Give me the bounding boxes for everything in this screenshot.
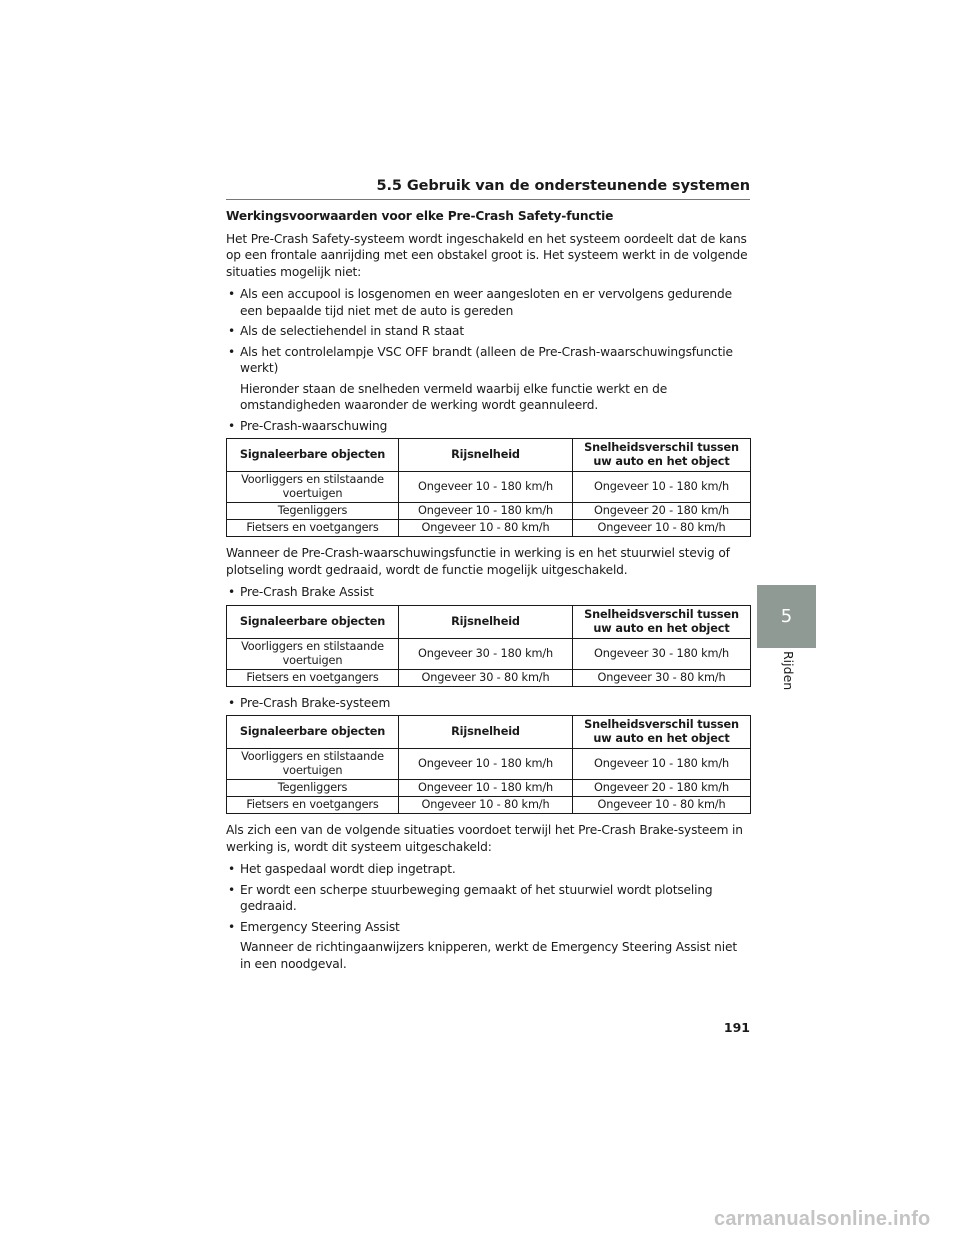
- list-item: [226, 695, 750, 712]
- cancel-condition-text: Er wordt een scherpe stuurbeweging gemaakt of het stuurwiel wordt plotseling gedraaid.: [240, 882, 713, 913]
- table-row: [227, 669, 751, 686]
- table-cell: Tegenliggers: [227, 503, 399, 520]
- table-cell: Fietsers en voetgangers: [227, 797, 399, 814]
- list-item: [226, 418, 750, 435]
- warning-table: [226, 438, 751, 537]
- table-cell: Ongeveer 20 - 180 km/h: [573, 503, 751, 520]
- section-heading: Werkingsvoorwaarden voor elke Pre-Crash Safety-functie: [226, 209, 614, 223]
- section-header: 5.5 Gebruik van de ondersteunende systemen: [376, 178, 750, 194]
- table-cell: Ongeveer 10 - 180 km/h: [399, 503, 573, 520]
- bullet: •: [228, 919, 236, 934]
- table-cell: Ongeveer 30 - 180 km/h: [573, 638, 751, 669]
- condition-text: Als het controlelampje VSC OFF brandt (alleen de Pre-Crash-waarschuwingsfunctie werkt): [240, 344, 733, 375]
- list-item: [226, 344, 750, 414]
- table-cell: Ongeveer 10 - 180 km/h: [399, 472, 573, 503]
- column-header: Snelheidsverschil tussen uw auto en het object: [573, 605, 751, 638]
- page-number: 191: [723, 1020, 750, 1035]
- column-header: Snelheidsverschil tussen uw auto en het object: [573, 439, 751, 472]
- conditions-note: Hieronder staan de snelheden vermeld waarbij elke functie werkt en de omstandigheden waaronder de werking wordt geannuleerd.: [240, 381, 668, 412]
- table-row: [227, 780, 751, 797]
- table-row: [227, 749, 751, 780]
- bullet: •: [228, 862, 236, 876]
- bullet: •: [228, 287, 236, 301]
- column-header: Rijsnelheid: [399, 716, 573, 749]
- column-header: Rijsnelheid: [399, 439, 573, 472]
- table-header-row: [227, 439, 751, 472]
- function-label: Pre-Crash Brake Assist: [240, 585, 374, 599]
- chapter-label: Rijden: [781, 651, 796, 691]
- table-row: [227, 520, 751, 537]
- function-label: Pre-Crash-waarschuwing: [240, 418, 388, 433]
- table-cell: Ongeveer 10 - 80 km/h: [399, 797, 573, 814]
- column-header: Snelheidsverschil tussen uw auto en het object: [573, 716, 751, 749]
- table-header-row: [227, 605, 751, 638]
- bullet: •: [228, 882, 236, 897]
- column-header: Signaleerbare objecten: [227, 716, 399, 749]
- chapter-tab: 5: [757, 585, 816, 648]
- header-rule: [226, 199, 750, 200]
- page-content: [226, 208, 750, 976]
- condition-text: Als een accupool is losgenomen en weer aangesloten en er vervolgens gedurende een bepaalde tijd niet met de auto is gereden: [240, 287, 732, 318]
- function-label: Pre-Crash Brake-systeem: [240, 695, 391, 710]
- table-cell: Ongeveer 10 - 180 km/h: [399, 749, 573, 780]
- list-item: [226, 861, 750, 878]
- table-header-row: [227, 716, 751, 749]
- bullet: •: [228, 418, 236, 433]
- brake-system-table: [226, 715, 751, 814]
- bullet: •: [228, 344, 236, 359]
- table-cell: Ongeveer 30 - 180 km/h: [399, 638, 573, 669]
- table-cell: Ongeveer 10 - 80 km/h: [399, 520, 573, 537]
- function-label: Emergency Steering Assist: [240, 919, 400, 934]
- intro-paragraph: Het Pre-Crash Safety-systeem wordt ingeschakeld en het systeem oordeelt dat de kans op een frontale aanrijding met een obstakel groot is. Het systeem werkt in de volgende situaties mogelijk niet:: [226, 231, 748, 279]
- table-cell: Voorliggers en stilstaande voertuigen: [227, 749, 399, 780]
- table-row: [227, 503, 751, 520]
- table-row: [227, 638, 751, 669]
- steering-assist-note: Wanneer de richtingaanwijzers knipperen, werkt de Emergency Steering Assist niet in een noodgeval.: [240, 940, 737, 971]
- watermark: carmanualsonline.info: [714, 1208, 931, 1230]
- bullet: •: [228, 324, 236, 338]
- table-cell: Ongeveer 30 - 80 km/h: [573, 669, 751, 686]
- column-header: Rijsnelheid: [399, 605, 573, 638]
- list-item: [226, 919, 750, 973]
- brake-assist-table: [226, 605, 751, 687]
- list-item: [226, 286, 750, 319]
- table-row: [227, 797, 751, 814]
- list-item: [226, 323, 750, 340]
- list-item: [226, 584, 750, 601]
- table-cell: Ongeveer 10 - 180 km/h: [573, 749, 751, 780]
- table-cell: Ongeveer 10 - 180 km/h: [573, 472, 751, 503]
- bullet: •: [228, 585, 236, 599]
- column-header: Signaleerbare objecten: [227, 439, 399, 472]
- table-cell: Ongeveer 30 - 80 km/h: [399, 669, 573, 686]
- table-cell: Ongeveer 10 - 180 km/h: [399, 780, 573, 797]
- bullet: •: [228, 695, 236, 710]
- column-header: Signaleerbare objecten: [227, 605, 399, 638]
- warning-note: Wanneer de Pre-Crash-waarschuwingsfunctie in werking is en het stuurwiel stevig of plotseling wordt gedraaid, wordt de functie mogelijk uitgeschakeld.: [226, 546, 730, 577]
- table-cell: Ongeveer 10 - 80 km/h: [573, 797, 751, 814]
- table-cell: Tegenliggers: [227, 780, 399, 797]
- table-row: [227, 472, 751, 503]
- table-cell: Fietsers en voetgangers: [227, 520, 399, 537]
- table-cell: Voorliggers en stilstaande voertuigen: [227, 638, 399, 669]
- table-cell: Ongeveer 20 - 180 km/h: [573, 780, 751, 797]
- cancel-condition-text: Het gaspedaal wordt diep ingetrapt.: [240, 862, 456, 876]
- table-cell: Ongeveer 10 - 80 km/h: [573, 520, 751, 537]
- table-cell: Fietsers en voetgangers: [227, 669, 399, 686]
- condition-text: Als de selectiehendel in stand R staat: [240, 324, 464, 338]
- brake-system-note: Als zich een van de volgende situaties voordoet terwijl het Pre-Crash Brake-systeem in werking is, wordt dit systeem uitgeschakeld:: [226, 823, 743, 854]
- table-cell: Voorliggers en stilstaande voertuigen: [227, 472, 399, 503]
- list-item: [226, 882, 750, 915]
